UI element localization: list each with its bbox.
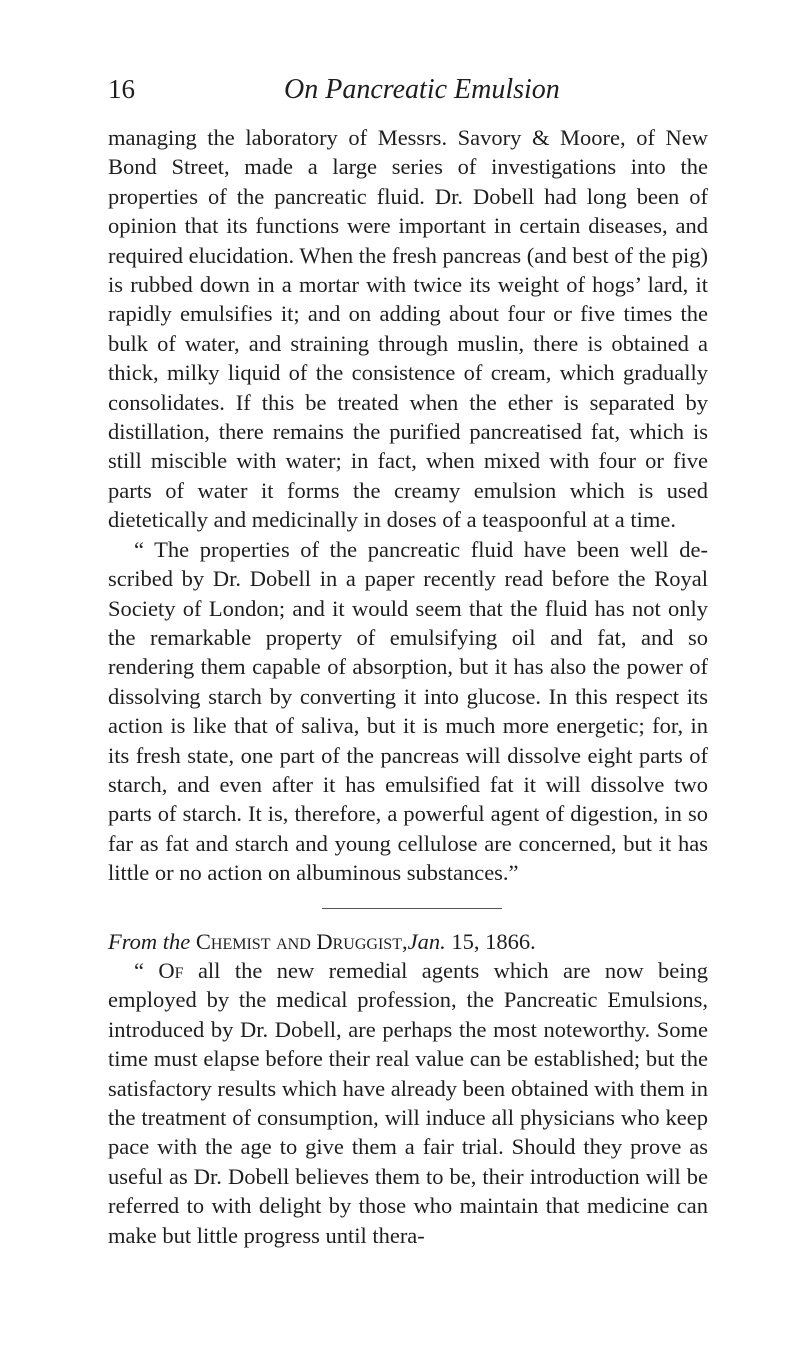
section-divider	[322, 908, 502, 909]
source-citation	[108, 927, 708, 956]
source-publication: Chemist and Druggist,	[195, 928, 408, 954]
paragraph-3-text: all the new remedial agents which are now being employed by the medical profession, the Pancreatic Emulsions, introduced by Dr. Dobell, are perhaps the most noteworthy. Some time must elapse before their real value can be established; but the satisfactory results which have already been obtained with them in the treatment of consumption, will induce all physicians who keep pace with the age to give them a fair trial. Should they prove as useful as Dr. Dobell believes them to be, their introduction will be referred to with delight by those who maintain that medicine can make but little progress until thera-	[108, 957, 708, 1248]
paragraph-1: managing the laboratory of Messrs. Savory & Moore, of New Bond Street, made a large series of investigations into the properties of the pancreatic fluid. Dr. Dobell had long been of opinion that its functions were important in certain diseases, and required elucidation. When the fresh pancreas (and best of the pig) is rubbed down in a mortar with twice its weight of hogs’ lard, it rapidly emulsifies it; and on adding about four or five times the bulk of water, and straining through muslin, there is obtained a thick, milky liquid of the consistence of cream, which gradually consolidates. If this be treated when the ether is separated by distillation, there remains the purified pancreatised fat, which is still miscible with water; in fact, when mixed with four or five parts of water it forms the creamy emulsion which is used dietetically and medicinally in doses of a teaspoonful at a time.	[108, 125, 708, 533]
paragraph-2-quote: “ The properties of the pancreatic fluid have been well described by Dr. Dobell in a paper recently read before the Royal Society of London; and it would seem that the fluid has not only the remarkable property of emulsifying oil and fat, and so rendering them capable of absorption, but it has also the power of dissolving starch by converting it into glucose. In this respect its action is like that of saliva, but it is much more energetic; for, in its fresh state, one part of the pancreas will dissolve eight parts of starch, and even after it has emulsified fat it will dissolve two parts of starch. It is, therefore, a powerful agent of digestion, in so far as fat and starch and young cellulose are concerned, but it has little or no action on albuminous substances.”	[108, 536, 708, 886]
source-month: Jan.	[407, 928, 446, 954]
source-date: 15, 1866.	[451, 928, 536, 954]
source-from: From the	[108, 928, 191, 954]
paragraph-3-lead: “ Of	[134, 957, 184, 983]
page-header	[108, 64, 708, 114]
body-text	[108, 123, 708, 1250]
paragraph-3-quote	[108, 956, 708, 1250]
page-number: 16	[108, 74, 135, 104]
running-title: On Pancreatic Emulsion	[284, 74, 560, 105]
